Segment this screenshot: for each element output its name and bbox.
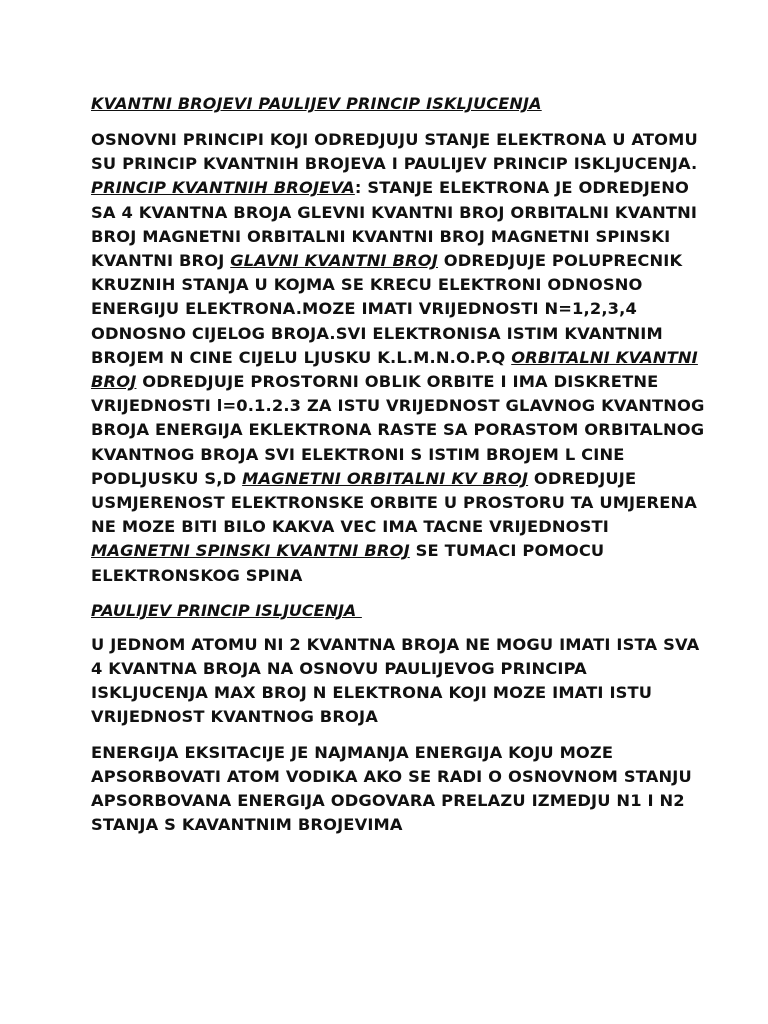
para1-text-2: : STANJE ELEKTRONA JE ODREDJENO SA 4 KVANTNA BROJA GLEVNI KVANTNI BROJ ORBITALNI KVANTNI BROJ MAGNETNI ORBITALNI KVANTNI BROJ MAGNETNI SPINSKI KVANTNI BROJ <box>91 178 698 271</box>
term-orbital-quantum-number: ORBITALNI KVANTNI BROJ <box>91 347 698 392</box>
para1-text-5: ODREDJUJE USMJERENOST ELEKTRONSKE ORBITE U PROSTORU TA UMJERENA NE MOZE BITI BILO KAKVA VEC IMA TACNE VRIJEDNOSTI <box>91 468 698 537</box>
term-magnetic-spin-quantum-number: MAGNETNI SPINSKI KVANTNI BROJ <box>91 541 410 561</box>
paragraph-quantum-numbers <box>91 128 708 588</box>
para1-text-1: OSNOVNI PRINCIPI KOJI ODREDJUJU STANJE ELEKTRONA U ATOMU SU PRINCIP KVANTNIH BROJEVA I PAULIJEV PRINCIP ISKLJUCENJA. <box>91 130 698 174</box>
term-principle-quantum-numbers: PRINCIP KVANTNIH BROJEVA <box>91 178 355 198</box>
section-heading-pauli: PAULIJEV PRINCIP ISLJUCENJA <box>91 600 362 620</box>
term-magnetic-orbital-quantum-number: MAGNETNI ORBITALNI KV BROJ <box>242 468 529 488</box>
para1-text-3: ODREDJUJE POLUPRECNIK KRUZNIH STANJA U KOJMA SE KRECU ELEKTRONI ODNOSNO ENERGIJU ELEKTRONA.MOZE IMATI VRIJEDNOSTI N=1,2,3,4 ODNOSNO CIJELOG BROJA.SVI ELEKTRONISA ISTIM KVANTNIM BROJEM N CINE CIJELU LJUSKU K.L.M.N.O.P.Q <box>91 251 683 367</box>
document-title: KVANTNI BROJEVI PAULIJEV PRINCIP ISKLJUCENJA <box>91 94 542 113</box>
para1-text-6: SE TUMACI POMOCU ELEKTRONSKOG SPINA <box>91 541 605 585</box>
paragraph-pauli: U JEDNOM ATOMU NI 2 KVANTNA BROJA NE MOGU IMATI ISTA SVA 4 KVANTNA BROJA NA OSNOVU PAULIJEVOG PRINCIPA ISKLJUCENJA MAX BROJ N ELEKTRONA KOJI MOZE IMATI ISTU VRIJEDNOST KVANTNOG BROJA <box>91 634 700 727</box>
para1-text-4: ODREDJUJE PROSTORNI OBLIK ORBITE I IMA DISKRETNE VRIJEDNOSTI l=0.1.2.3 ZA ISTU VRIJEDNOST GLAVNOG KVANTNOG BROJA ENERGIJA EKLEKTRONA RASTE SA PORASTOM ORBITALNOG KVANTNOG BROJA SVI ELEKTRONI S ISTIM BROJEM L CINE PODLJUSKU S,D <box>91 372 705 488</box>
paragraph-excitation-energy: ENERGIJA EKSITACIJE JE NAJMANJA ENERGIJA KOJU MOZE APSORBOVATI ATOM VODIKA AKO SE RADI O OSNOVNOM STANJU APSORBOVANA ENERGIJA ODGOVARA PRELAZU IZMEDJU N1 I N2 STANJA S KAVANTNIM BROJEVIMA <box>91 742 692 835</box>
term-principal-quantum-number: GLAVNI KVANTNI BROJ <box>230 251 438 271</box>
